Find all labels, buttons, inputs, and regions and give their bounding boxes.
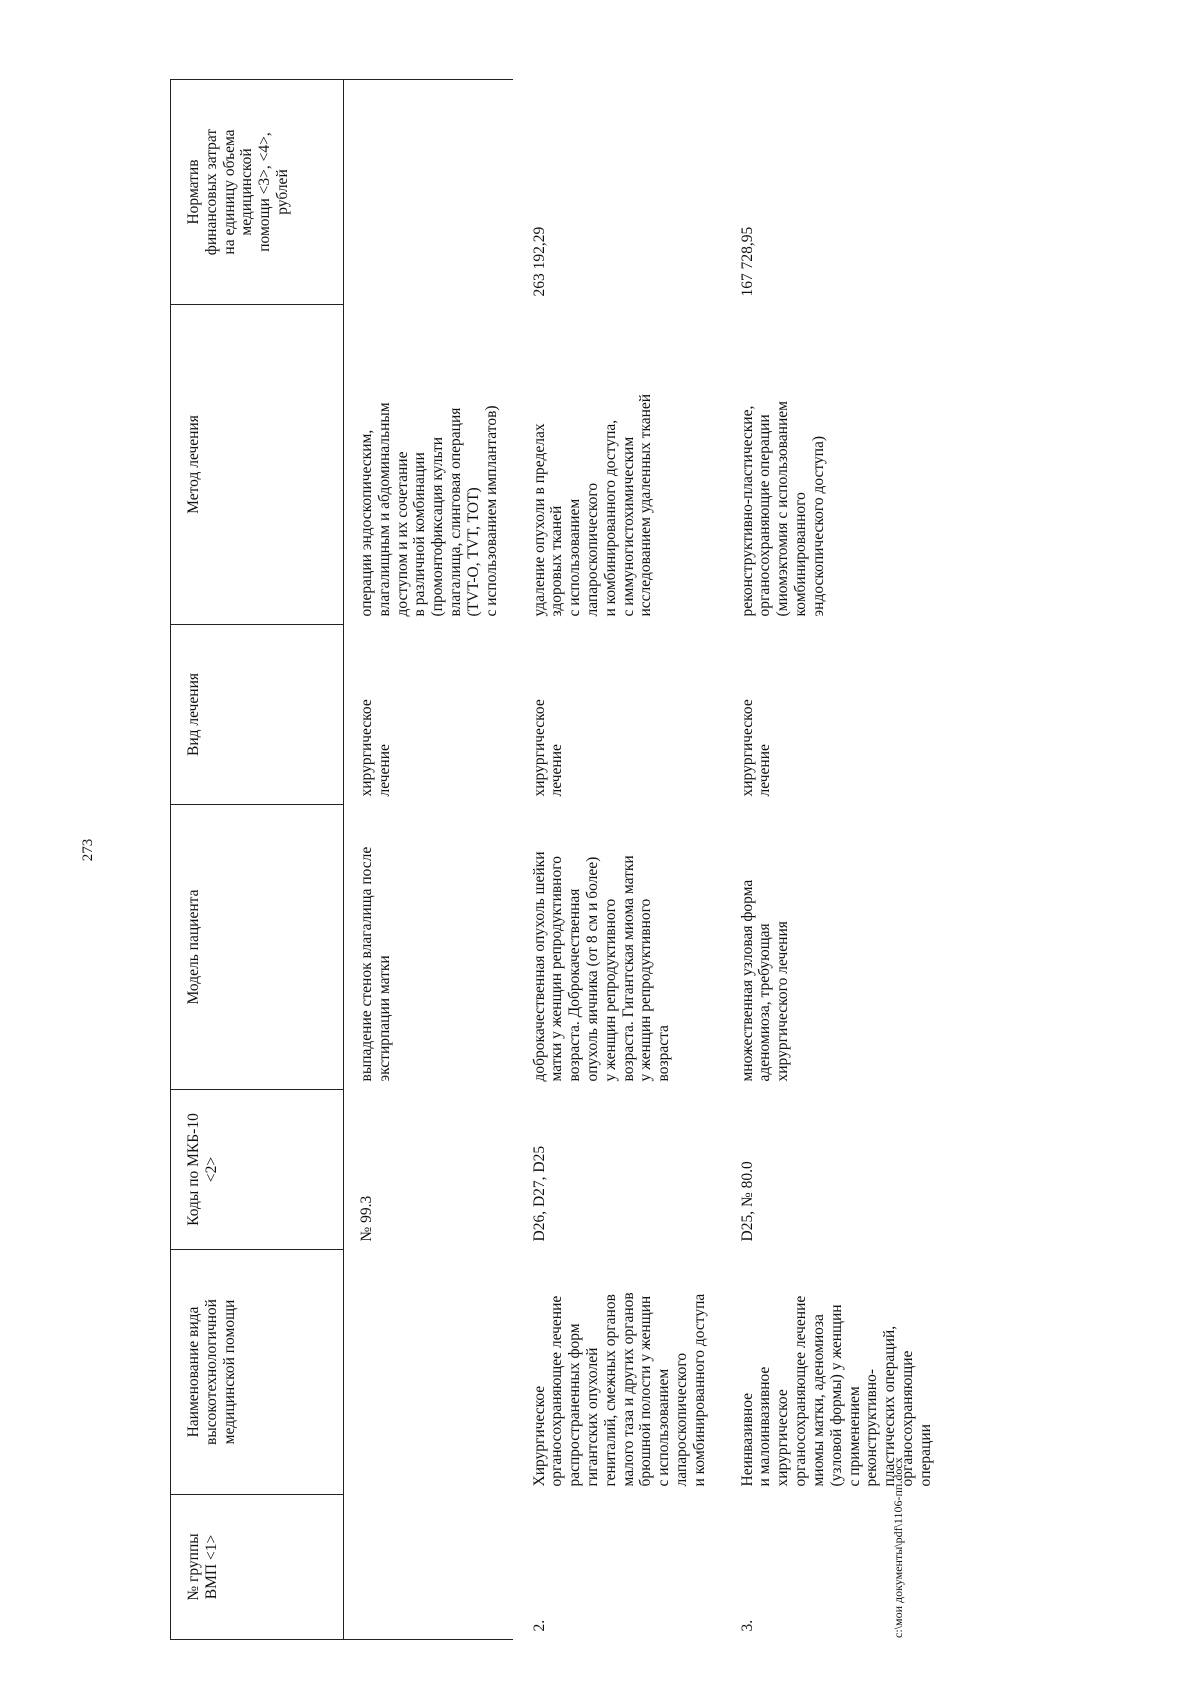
cell-care-name: Неинвазивное и малоинвазивное хирургическое органосохраняющее лечение миомы матки, аденомиоза (узловой формы) у женщин с применением реконструктивно- пластических операций, органосохраняющие операции	[738, 1295, 934, 1487]
cell-treatment-method: реконструктивно-пластические, органосохраняющие операции (миомэктомия с использованием комбинированного эндоскопического доступа)	[738, 401, 827, 617]
table-row	[344, 80, 513, 1640]
cell-patient-model: множественная узловая форма аденомиоза, требующая хирургического лечения	[738, 879, 792, 1082]
cell-cost-norm: 263 192,29	[530, 226, 548, 297]
table-row	[513, 80, 721, 1640]
vmp-table	[170, 79, 947, 1640]
header-care-name: Наименование вида высокотехнологичной медицинской помощи	[171, 1250, 344, 1495]
cell-patient-model: доброкачественная опухоль шейки матки у женщин репродуктивного возраста. Доброкачественная опухоль яичника (от 8 см и более) у женщин репродуктивного возраста. Гигантская миома матки у женщин репродуктивного возраста	[530, 851, 673, 1082]
header-icd-codes: Коды по МКБ-10 <2>	[171, 1090, 344, 1250]
cell-patient-model: выпадение стенок влагалища после экстирпации матки	[358, 846, 393, 1082]
cell-care-name	[344, 1250, 513, 1495]
header-group-number: № группы ВМП <1>	[171, 1495, 344, 1640]
table-row	[721, 80, 947, 1640]
cell-care-name: Хирургическое органосохраняющее лечение распространенных форм гигантских опухолей гениталий, смежных органов малого таза и других органов брюшной полости у женщин с использованием лапароскопического и комбинированного доступа	[530, 1292, 708, 1487]
cell-cost-norm: 167 728,95	[738, 226, 756, 297]
cell-group-number: 2.	[530, 1619, 548, 1632]
cell-treatment-kind: хирургическое лечение	[358, 699, 393, 797]
cell-icd-codes: № 99.3	[358, 1195, 375, 1242]
cell-treatment-kind: хирургическое лечение	[530, 699, 566, 797]
header-treatment-method: Метод лечения	[171, 305, 344, 625]
cell-group-number: 3.	[738, 1619, 756, 1632]
cell-treatment-method: операции эндоскопическим, влагалищным и абдоминальным доступом и их сочетание в различной комбинации (промонтофиксация культи влагалища, слинговая операция (TVT-O, TVT, TOT) с использованием имплантатов)	[358, 402, 500, 617]
header-cost-norm: Норматив финансовых затрат на единицу объема медицинской помощи <3>, <4>, рублей	[171, 80, 344, 305]
page-number: 273	[80, 838, 96, 862]
cell-group-number	[344, 1495, 513, 1640]
cell-treatment-kind: хирургическое лечение	[738, 699, 774, 797]
cell-cost-norm	[344, 80, 513, 305]
cell-icd-codes: D25, № 80.0	[738, 1161, 756, 1242]
header-treatment-kind: Вид лечения	[171, 625, 344, 805]
table-header-row	[171, 80, 344, 1640]
cell-treatment-method: удаление опухоли в пределах здоровых тканей с использованием лапароскопического и комбинированного доступа, с иммуногистохимическим исследованием удаленных тканей	[530, 393, 655, 617]
footer-file-path: c:\мои документы\pdf\1106-пп.docx	[891, 1457, 905, 1638]
cell-icd-codes: D26, D27, D25	[530, 1145, 548, 1242]
rotated-table-container	[170, 80, 1070, 1640]
header-patient-model: Модель пациента	[171, 805, 344, 1090]
